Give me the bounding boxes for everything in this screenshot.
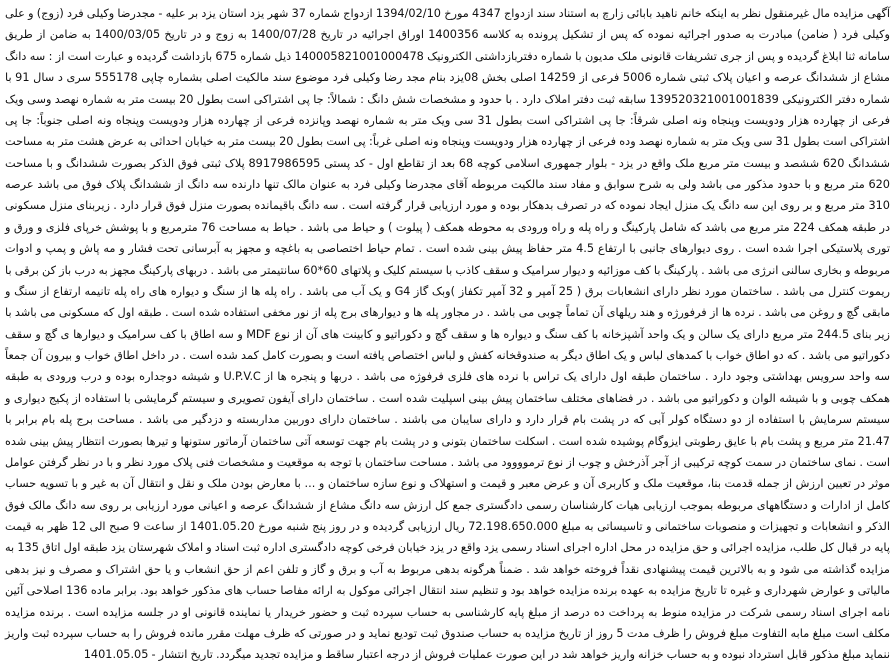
auction-notice-text: آگهی مزایده مال غیرمنقول نظر به اینکه خانم ناهید بابائی زارچ به استناد سند ازدواج 4347 مورخ 1394/02/10 ازدواج شماره 37 شهر یزد استان یزد بر علیه - مجدرضا وکیلی فرد (زوج) و علی وکیلی فرد ( ضامن) مبادرت به صدور اجرائیه نموده که پس از تشکیل پرونده به کلاسه 1400356 اوراق اجرائیه در تاریخ 1400/07/28 به زوج و در تاریخ 1400/03/05 به ضامن از طریق سامانه ثنا ابلاغ گردیده و پس از جری تشریفات قانونی ملک مدیون با شماره دفتربازداشتی الکترونیک 140005821001000478 ذیل شماره 675 بازداشت گردیده و عبارت است از : سه دانگ مشاع از ششدانگ عرصه و اعیان پلاک ثبتی شماره 5006 فرعی از 14259 اصلی بخش 08یزد بنام مجد رضا وکیلی فرد موضوع سند مالکیت اصلی بشماره چاپی 555178 سری د سال 91 با شماره دفتر الکترونیکی 139520321001001839 سابقه ثبت دفتر املاک دارد . با حدود و مشخصات شش دانگ : شمالاً: جا پی اشتراکی است بطول 20 بیست متر به شماره نهصد وسی ویک فرعی از چهارده هزار ودویست وپنجاه ونه اصلی شرقاً: جا پی اشتراکی است بطول 31 سی ویک متر به شماره نهصد وپانزده فرعی از چهارده هزار ودویست وپنجاه ونه اصلی جنوباً: جا پی اشتراکی است بطول 31 سی ویک متر به شماره نهصد وده فرعی از چهارده هزار ودویست وپنجاه ونه اصلی غرباً: پی است بطول 20 بیست متر به خیابان احداثی به عرض هشت متر به مساحت ششدانگ 620 ششصد و بیست متر مربع ملک واقع در یزد - بلوار جمهوری اسلامی کوچه 68 بعد از تقاطع اول - کد پستی 8917986595 پلاک ثبتی فوق الذکر بصورت ششدانگ و با مساحت 620 متر مربع و با حدود مذکور می باشد ولی به شرح سوابق و مفاد سند مالکیت مربوطه آقای مجدرضا وکیلی فرد به عنوان مالک تنها دارنده سه دانگ از ششدانگ پلاک فوق می باشد عرصه 310 متر مربع و بر روی این سه دانگ یک منزل ایجاد نموده که در تصرف بدهکار بوده و مورد ارزیابی قرار گرفته است . سه دانگ باقیمانده بصورت منزل فوق قرار دارد . زیربنای منزل مسکونی در طبقه همکف 224 متر مربع می باشد که شامل پارکینگ و راه پله و راه ورودی به محوطه همکف ( پیلوت ) و حیاط می باشد . حیاط به مساحت 76 مترمربع و با پوشش خرپای فلزی و ورق و توری پلاستیکی اجرا شده است . روی دیوارهای جانبی با ارتفاع 4.5 متر حفاظ پیش بینی شده است . تمام حیاط اختصاصی به باغچه و مجهز به آبرسانی تحت فشار و مه پاش و پمپ و ادوات مربوطه و بخاری سالنی انرژی می باشد . پارکینگ با کف موزائیه و دیوار سرامیک و سقف کاذب با سیستم کلیک و پلاتهای 60*60 سانتیمتر می باشد . دربهای پارکینگ مجهز به درب باز کن برقی با ریموت کنترل می باشد . ساختمان مورد نظر دارای انشعابات برق ( 25 آمپر و 32 آمپر تکفاز )وبک گاز G4 و یک آب می باشد . راه پله ها از سنگ و دیواره های راه پله تانیمه ارتفاع از سنگ و مابقی گچ و روغن می باشد . نرده ها از فرفورژه و هند ریلهای آن تماماً چوبی می باشد . در مجاور پله ها و دیوارهای برج پله از نور مخفی استفاده شده است . طبقه اول که مسکونی می باشد با زیر بنای 244.5 متر مربع دارای یک سالن و یک واحد آشپزخانه با کف سنگ و دیواره ها و سقف گچ و دکوراتیو و کابینت های آن از نوع MDF و سه اطاق با کف سرامیک و دیوارها ی گچ و سقف دکوراتیو می باشد . که دو اطاق خواب با کمدهای لباس و یک اطاق دیگر به صندوقخانه کفش و لباس اختصاص یافته است و بصورت کامل کمد شده است . در داخل اطاق خواب و بیرون آن جمعاً سه واحد سرویس بهداشتی وجود دارد . ساختمان طبقه اول دارای یک تراس با نرده های فلزی فرفوژه می باشد . دربها و پنجره ها از U.P.V.C و شیشه دوجداره بوده و درب ورودی به طبقه همکف چوبی و با شیشه الوان و دکوراتیو می باشد . در فضاهای مختلف ساختمان پیش بینی اسپلیت شده است . ساختمان دارای آیفون تصویری و سیستم گرمایشی با استفاده از پکیج دیواری و سیستم سرمایش با استفاده از دو دستگاه کولر آبی که در پشت بام قرار دارد و دارای سایبان می باشند . ساختمان دارای دوربین مداربسته و دزدگیر می باشد . مساحت برج پله بام برابر با 21.47 متر مربع و پشت بام با عایق رطوبتی ایزوگام پوشیده شده است . اسکلت ساختمان بتونی و در پشت بام جهت توسعه آتی ساختمان آرماتور ستونها و تیرها بصورت انتظار پیش بینی شده است . نمای ساختمان در سمت کوچه ترکیبی از آجر آذرخش و چوب از نوع ترموووود می باشد . مساحت ساختمان با توجه به موقعیت و مشخصات فنی پلاک مورد نظر و با در نظر گرفتن عوامل موثر در تعیین ارزش از جمله قدمت بنا، موقعیت ملک و کاربری آن و عرض معبر و قیمت و استهلاک و نوع سازه ساختمان و ... با معارض بودن ملک و نقل و انتقال آن به غیر و با تسویه حساب کامل از ادارات و دستگاههای مربوطه بموجب ارزیابی هیات کارشناسان رسمی دادگستری جمع کل ارزش سه دانگ مشاع از ششدانگ عرصه و اعیانی مورد ارزیابی بر روی سه دانگ مالک فوق الذکر و انشعابات و تجهیزات و منصوبات ساختمانی و تاسیساتی به مبلغ 72.198.650.000 ریال ارزیابی گردیده و در روز پنج شنبه مورخ 1401.05.20 از ساعت 9 صبح الی 12 ظهر به قیمت پایه در قبال کل طلب، مزایده اجرائی و حق مزایده در محل اداره اجرای اسناد رسمی یزد واقع در یزد خیابان فرخی کوچه دادگستری اداره ثبت اسناد و املاک شهرستان یزد طبقه اول اتاق 135 به مزایده گذاشته می شود و به بالاترین قیمت پیشنهادی نقداً فروخته خواهد شد . ضمناً هرگونه بدهی مربوط به آب و برق و گاز و تلفن اعم از حق انشعاب و یا حق اشتراک و مصرف و نیز بدهی مالیاتی و عوارض شهرداری و غیره تا تاریخ مزایده به عهده برنده مزایده خواهد بود و تنظیم سند انتقال اجرائی موکول به ارائه مفاصا حساب های مذکور خواهد بود. برابر ماده 136 اصلاحی آئین نامه اجرای اسناد رسمی شرکت در مزایده منوط به پرداخت ده درصد از مبلغ پایه کارشناسی به حساب سپرده ثبت و حضور خریدار یا نماینده قانونی او در جلسه مزایده است . برنده مزایده مکلف است مبلغ مابه التفاوت مبلغ فروش را ظرف مدت 5 روز از تاریخ مزایده به حساب صندوق ثبت تودیع نماید و در صورتی که ظرف مهلت مقرر مانده فروش را به حساب سپرده ثبت واریز ننماید مبلغ مذکور قابل استرداد نبوده و به حساب خزانه واریز خواهد شد در این صورت عملیات فروش از درجه اعتبار ساقط و مزایده تجدید میگردد. تاریخ انتشار - 1401.05.05 [5, 7, 891, 662]
